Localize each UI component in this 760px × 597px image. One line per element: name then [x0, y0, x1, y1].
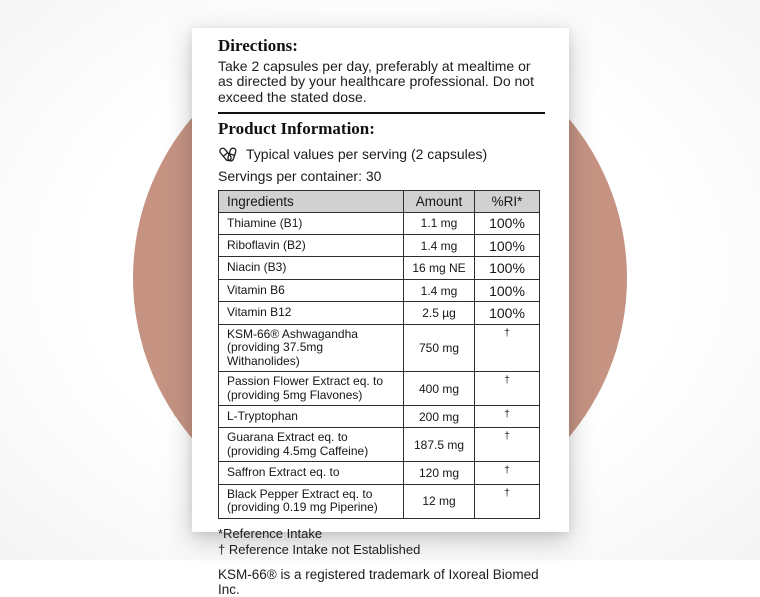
footnotes [218, 526, 545, 559]
table-header-ri: %RI* [475, 190, 540, 212]
table-header-ingredients: Ingredients [219, 190, 404, 212]
ingredient-name: Thiamine (B1) [219, 212, 404, 234]
table-row [219, 324, 540, 371]
ingredient-sub: (providing 0.19 mg Piperine) [227, 500, 378, 515]
amount-value: 400 mg [404, 372, 475, 406]
ingredients-table [218, 190, 540, 519]
ingredient-name: KSM-66® Ashwagandha [227, 326, 358, 341]
ri-value: † [475, 405, 540, 427]
ingredient-name: Saffron Extract eq. to [219, 462, 404, 484]
amount-value: 2.5 µg [404, 302, 475, 324]
ri-value: † [475, 462, 540, 484]
table-header-row [219, 190, 540, 212]
directions-heading: Directions: [218, 36, 298, 55]
ingredient-sub: (providing 5mg Flavones) [227, 387, 363, 402]
table-row [219, 428, 540, 462]
directions-text: Take 2 capsules per day, preferably at mealtime or as directed by your healthcare professional. Do not exceed the stated dose. [218, 57, 534, 105]
table-row [219, 235, 540, 257]
amount-value: 1.4 mg [404, 279, 475, 301]
serving-note-row [218, 144, 545, 165]
table-row [219, 279, 540, 301]
footnote-not-established: † Reference Intake not Established [218, 542, 421, 558]
amount-value: 12 mg [404, 484, 475, 518]
table-header-amount: Amount [404, 190, 475, 212]
table-row [219, 257, 540, 279]
table-row [219, 405, 540, 427]
ri-value: † [475, 372, 540, 406]
ri-value: 100% [475, 302, 540, 324]
amount-value: 16 mg NE [404, 257, 475, 279]
ri-value: 100% [475, 235, 540, 257]
table-row [219, 462, 540, 484]
ri-value: † [475, 484, 540, 518]
table-row [219, 302, 540, 324]
ingredient-name: Vitamin B6 [219, 279, 404, 301]
ingredient-name: Niacin (B3) [219, 257, 404, 279]
trademark-note: KSM-66® is a registered trademark of Ixoreal Biomed Inc. [218, 566, 539, 597]
ingredient-name: Black Pepper Extract eq. to [227, 486, 373, 501]
ingredient-name: Guarana Extract eq. to [227, 430, 348, 445]
amount-value: 187.5 mg [404, 428, 475, 462]
ingredient-sub: (providing 4.5mg Caffeine) [227, 443, 369, 458]
amount-value: 750 mg [404, 324, 475, 371]
ri-value: † [475, 428, 540, 462]
ingredient-sub: (providing 37.5mg Withanolides) [227, 340, 324, 368]
footnote-reference-intake: *Reference Intake [218, 525, 323, 541]
ri-value: 100% [475, 212, 540, 234]
ingredient-name: L-Tryptophan [219, 405, 404, 427]
ingredient-name: Passion Flower Extract eq. to [227, 374, 384, 389]
amount-value: 1.1 mg [404, 212, 475, 234]
product-information-heading: Product Information: [218, 119, 375, 139]
capsules-icon [218, 144, 239, 165]
ri-value: † [475, 324, 540, 371]
amount-value: 200 mg [404, 405, 475, 427]
ri-value: 100% [475, 279, 540, 301]
label-card [192, 28, 569, 597]
serving-note-label: Typical values per serving (2 capsules) [246, 146, 488, 163]
section-divider [218, 112, 545, 114]
amount-value: 120 mg [404, 462, 475, 484]
table-row [219, 212, 540, 234]
ri-value: 100% [475, 257, 540, 279]
amount-value: 1.4 mg [404, 235, 475, 257]
ingredient-name: Vitamin B12 [219, 302, 404, 324]
ingredient-name: Riboflavin (B2) [219, 235, 404, 257]
servings-per-container: Servings per container: 30 [218, 167, 382, 184]
table-row [219, 372, 540, 406]
table-row [219, 484, 540, 518]
